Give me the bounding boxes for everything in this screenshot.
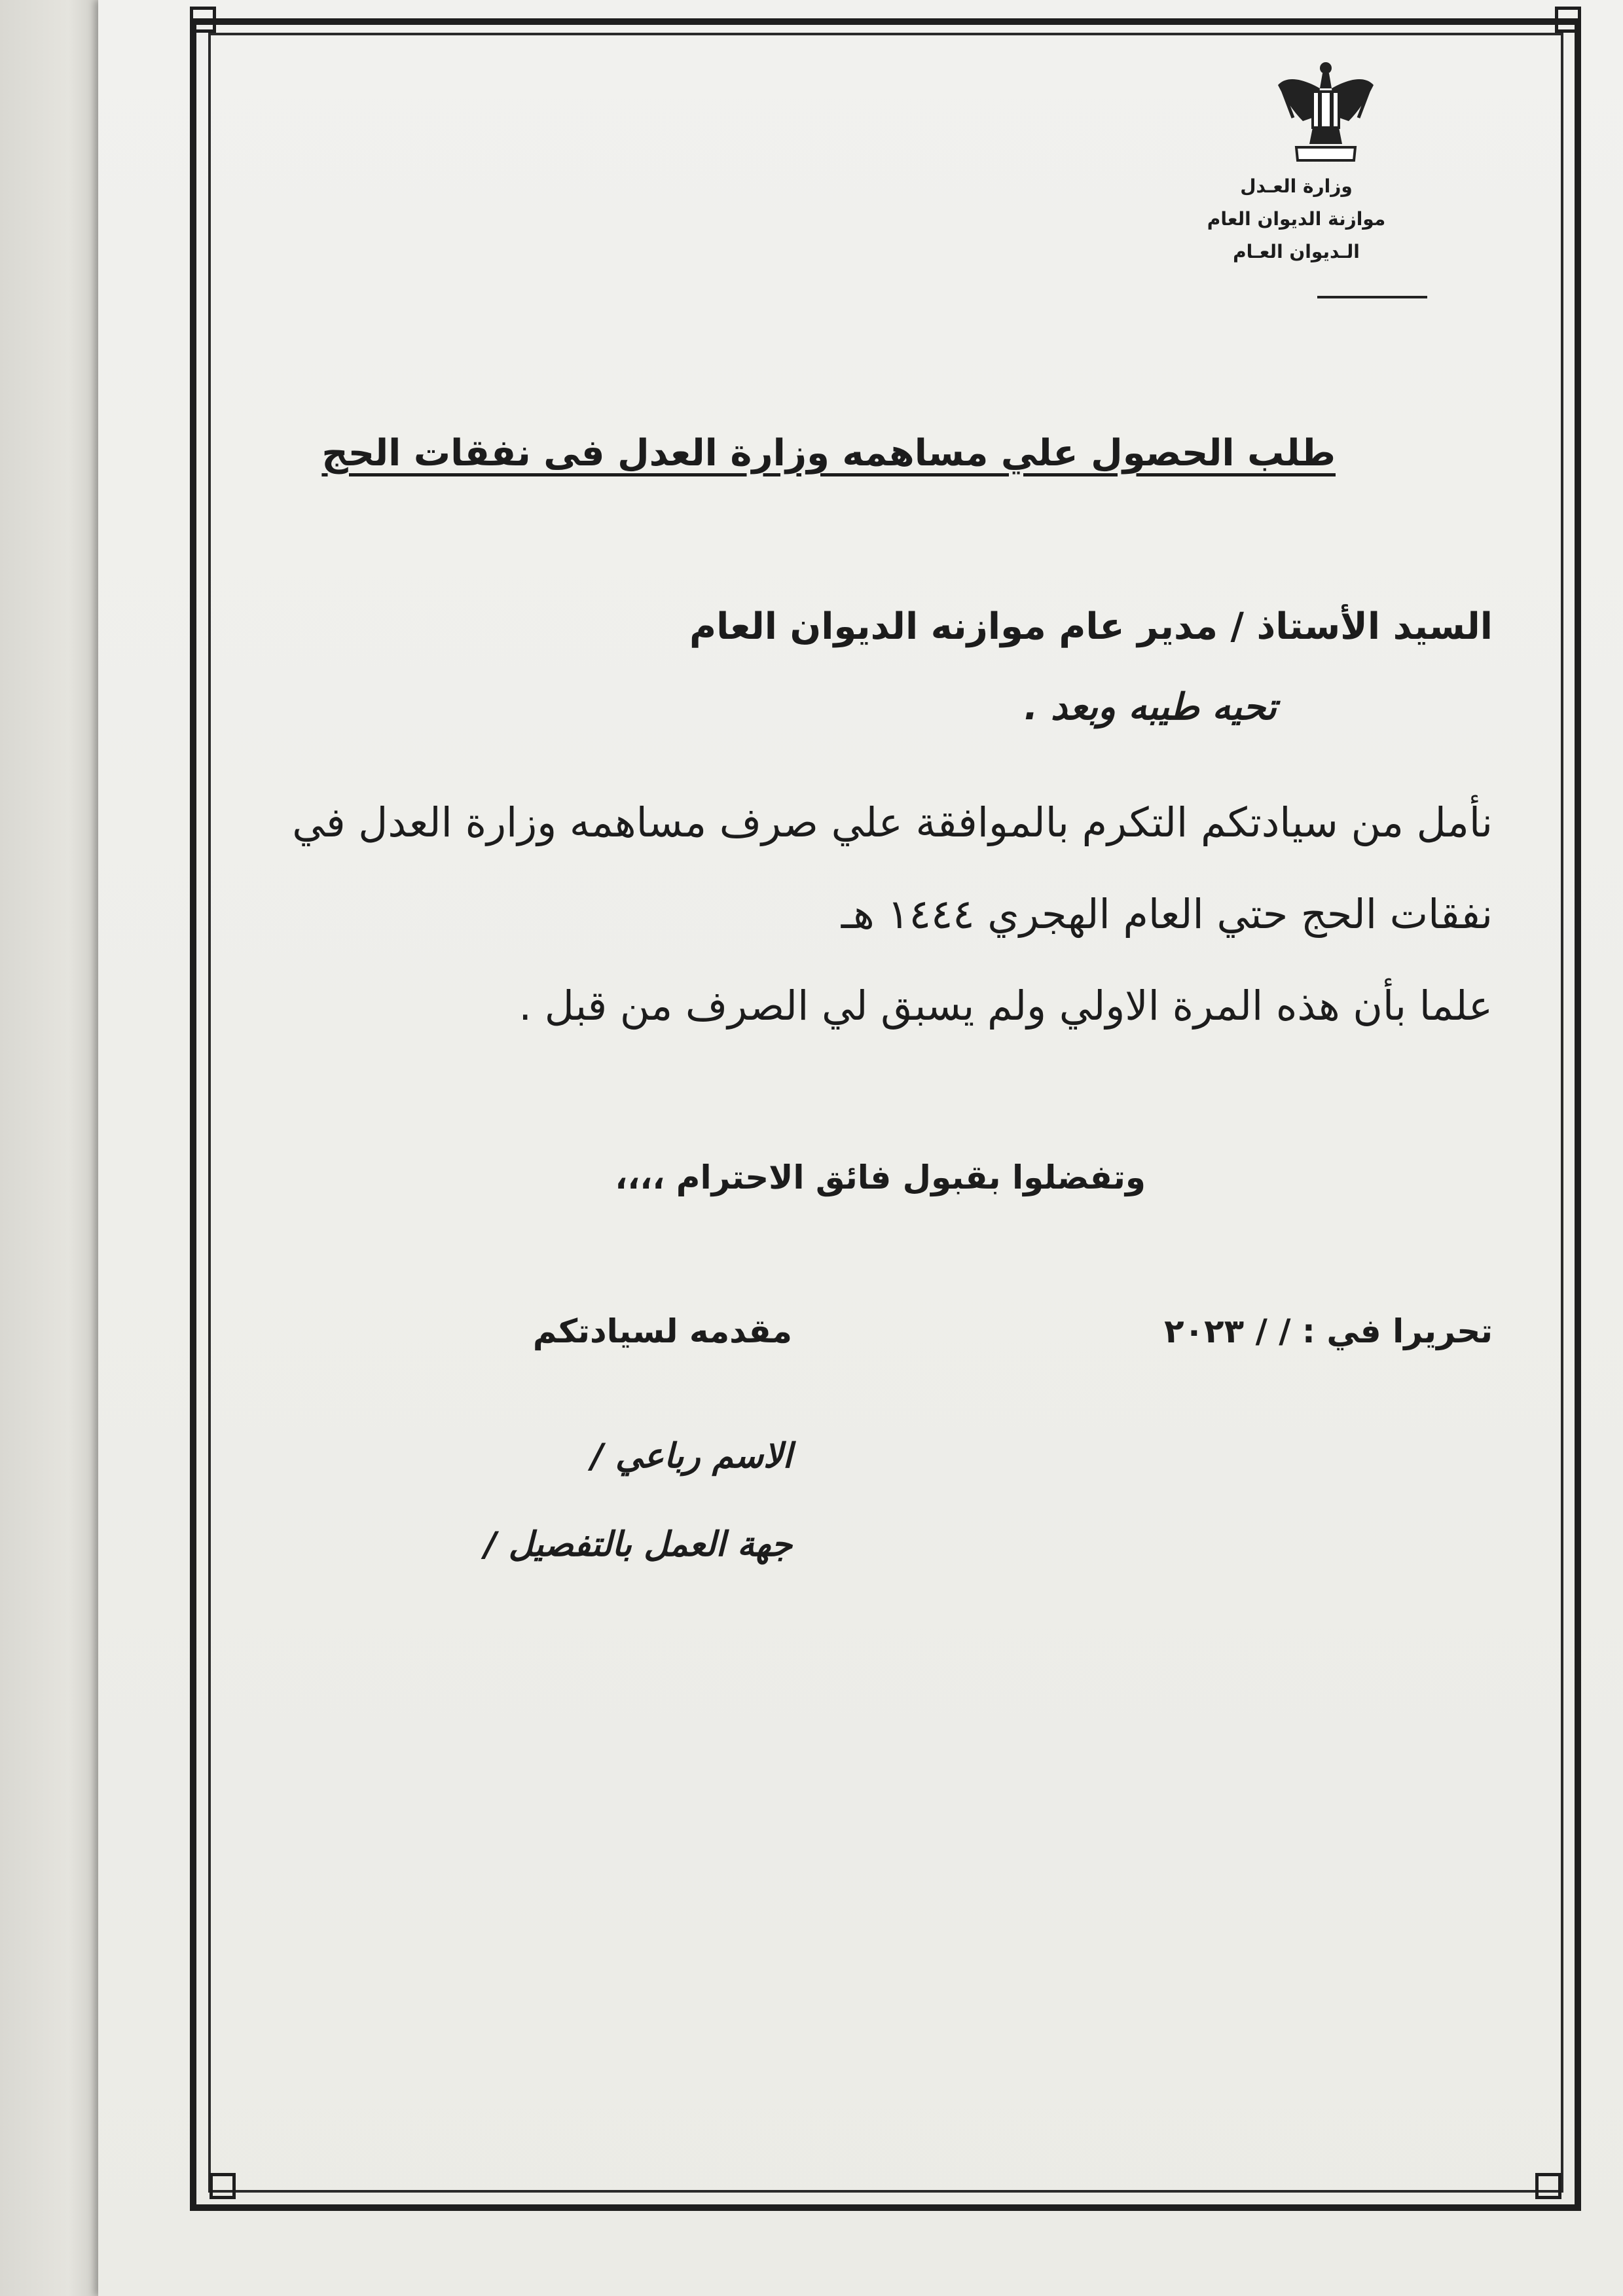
page-edge (0, 0, 98, 2296)
addressee: السيد الأستاذ / مدير عام موازنه الديوان العام (689, 605, 1493, 648)
corner-ornament (1555, 7, 1581, 33)
body-paragraph-line: علما بأن هذه المرة الاولي ولم يسبق لي الصرف من قبل . (519, 982, 1493, 1030)
letterhead-line: موازنة الديوان العام (1207, 208, 1386, 230)
letter-subject: طلب الحصول علي مساهمه وزارة العدل فى نفقات الحج (321, 432, 1336, 475)
date-field: تحريرا في : / / ٢٠٢٣ (1164, 1312, 1493, 1350)
letterhead-divider (1317, 296, 1427, 298)
closing-salutation: وتفضلوا بقبول فائق الاحترام ،،،، (615, 1158, 1146, 1196)
presenter-label: مقدمه لسيادتكم (532, 1312, 792, 1350)
body-paragraph-line: نأمل من سيادتكم التكرم بالموافقة علي صرف مساهمه وزارة العدل في (292, 798, 1493, 846)
eagle-emblem-icon (1277, 59, 1375, 170)
letterhead-line: وزارة العـدل (1240, 175, 1353, 197)
corner-ornament (190, 7, 216, 33)
greeting: تحيه طيبه وبعد . (1024, 686, 1277, 728)
workplace-field: جهة العمل بالتفصيل / (484, 1525, 792, 1564)
letterhead-line: الـديوان العـام (1233, 241, 1360, 262)
full-name-field: الاسم رباعي / (591, 1437, 792, 1476)
letter-content (223, 52, 1545, 2186)
body-paragraph-line: نفقات الحج حتي العام الهجري ١٤٤٤ هـ (841, 890, 1493, 938)
ministry-letterhead (1198, 170, 1395, 268)
